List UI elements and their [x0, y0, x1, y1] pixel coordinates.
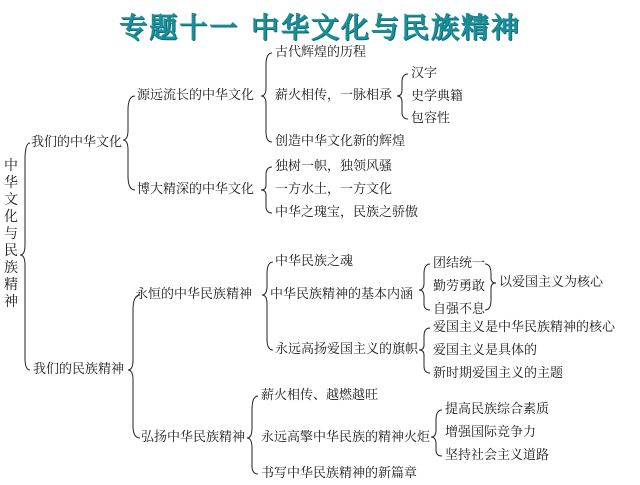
- node-treasure: 中华之瑰宝，民族之骄傲: [275, 205, 419, 220]
- node-unique: 独树一帜，独领风骚: [275, 159, 393, 174]
- node-glorious-history: 古代辉煌的历程: [275, 45, 367, 60]
- node-diligence: 勤劳勇敢: [433, 279, 486, 294]
- root-char: 民: [4, 243, 18, 259]
- node-quality: 提高民族综合素质: [445, 402, 550, 417]
- root-char: 华: [4, 175, 18, 191]
- bracket-broad: [261, 167, 272, 213]
- node-passed-down: 薪火相传，一脉相承: [275, 88, 393, 103]
- bracket-banner: [419, 328, 430, 373]
- bracket-promote: [247, 396, 258, 474]
- node-broad-profound: 博大精深的中华文化: [137, 182, 255, 197]
- node-patriotism-core: 以爱国主义为核心: [499, 275, 604, 290]
- node-promote-spirit: 弘扬中华民族精神: [141, 430, 246, 445]
- node-patriotism-banner: 永远高扬爱国主义的旗帜: [275, 342, 419, 357]
- root-char: 中: [4, 158, 18, 174]
- bracket-root: [20, 143, 30, 370]
- root-char: 精: [4, 277, 18, 293]
- node-competitiveness: 增强国际竞争力: [445, 425, 537, 440]
- node-basic-content: 中华民族精神的基本内涵: [270, 287, 414, 302]
- page-title: 专题十一 中华文化与民族精神: [119, 11, 521, 44]
- node-new-chapter: 书写中华民族精神的新篇章: [261, 466, 418, 481]
- root-char: 族: [4, 260, 18, 276]
- node-patriotism-concrete: 爱国主义是具体的: [433, 343, 538, 358]
- bracket-torch: [431, 410, 442, 456]
- node-unity: 团结统一: [433, 256, 486, 271]
- node-patriotism-is-core: 爱国主义是中华民族精神的核心: [433, 320, 616, 335]
- bracket-eternal: [262, 262, 273, 350]
- bracket-spirit: [128, 295, 140, 438]
- root-char: 化: [4, 209, 18, 225]
- bracket-passed-down: [397, 74, 408, 119]
- node-create-new: 创造中华文化新的辉煌: [275, 134, 406, 149]
- node-self-improvement: 自强不息: [433, 302, 486, 317]
- node-chinese-chars: 汉字: [411, 66, 438, 81]
- node-long-history: 源远流长的中华文化: [137, 88, 255, 103]
- node-our-culture: 我们的中华文化: [31, 135, 123, 150]
- node-local-culture: 一方水土，一方文化: [275, 182, 393, 197]
- node-torch: 永远高擎中华民族的精神火炬: [261, 430, 431, 445]
- node-soul: 中华民族之魂: [275, 254, 354, 269]
- node-passed-down-2: 薪火相传、越燃越旺: [261, 388, 379, 403]
- bracket-long-history: [261, 53, 272, 142]
- root-char: 与: [4, 226, 18, 242]
- bracket-content: [419, 264, 430, 310]
- root-node: [2, 158, 20, 311]
- bracket-culture: [123, 96, 135, 190]
- root-char: 神: [4, 294, 18, 310]
- node-socialist-road: 坚持社会主义道路: [445, 448, 550, 463]
- node-our-spirit: 我们的民族精神: [33, 362, 125, 377]
- bracket-content-right: [485, 264, 496, 310]
- node-eternal-spirit: 永恒的中华民族精神: [135, 287, 253, 302]
- node-historical-classics: 史学典籍: [411, 89, 464, 104]
- node-inclusiveness: 包容性: [411, 111, 451, 126]
- node-new-era-theme: 新时期爱国主义的主题: [433, 366, 564, 381]
- root-char: 文: [4, 192, 18, 208]
